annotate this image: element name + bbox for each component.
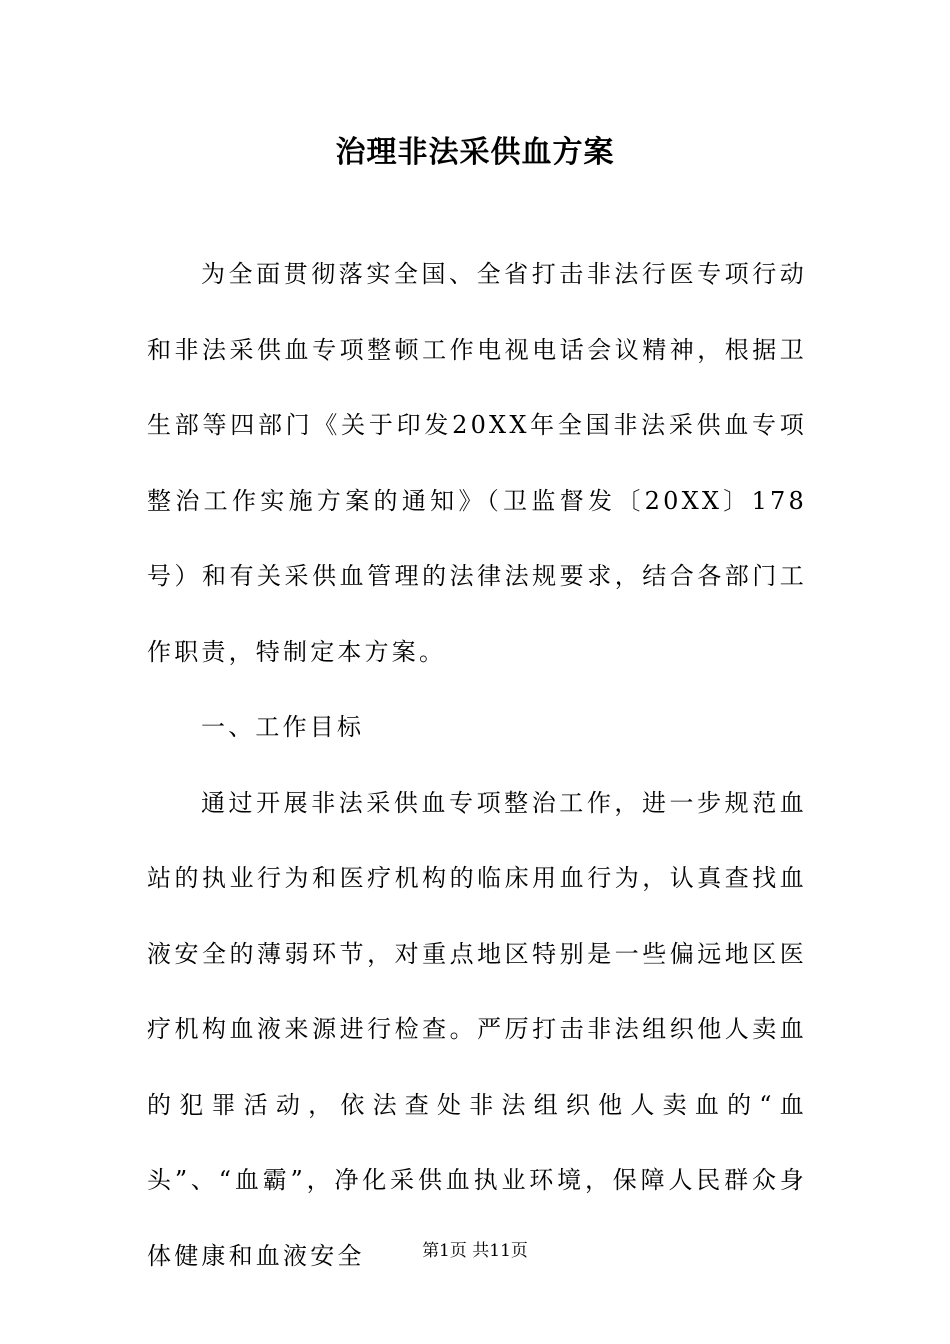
paragraph-work-goals: 通过开展非法采供血专项整治工作，进一步规范血站的执业行为和医疗机构的临床用血行为，认真查找血液安全的薄弱环节，对重点地区特别是一些偏远地区医疗机构血液来源进行检查。严厉打击非法组织他人卖血的犯罪活动，依法查处非法组织他人卖血的“血头”、“血霸”，净化采供血执业环境，保障人民群众身体健康和血液安全 xyxy=(147,788,807,1270)
document-title: 治理非法采供血方案 xyxy=(335,135,615,170)
section-heading-work-goals: 一、工作目标 xyxy=(201,713,365,741)
paragraph-intro: 为全面贯彻落实全国、全省打击非法行医专项行动和非法采供血专项整顿工作电视电话会议精神，根据卫生部等四部门《关于印发20XX年全国非法采供血专项整治工作实施方案的通知》（卫监督发〔20XX〕178号）和有关采供血管理的法律法规要求，结合各部门工作职责，特制定本方案。 xyxy=(147,260,807,666)
page-footer: 第1页 共11页 xyxy=(422,1241,528,1261)
document-body xyxy=(147,237,807,1294)
